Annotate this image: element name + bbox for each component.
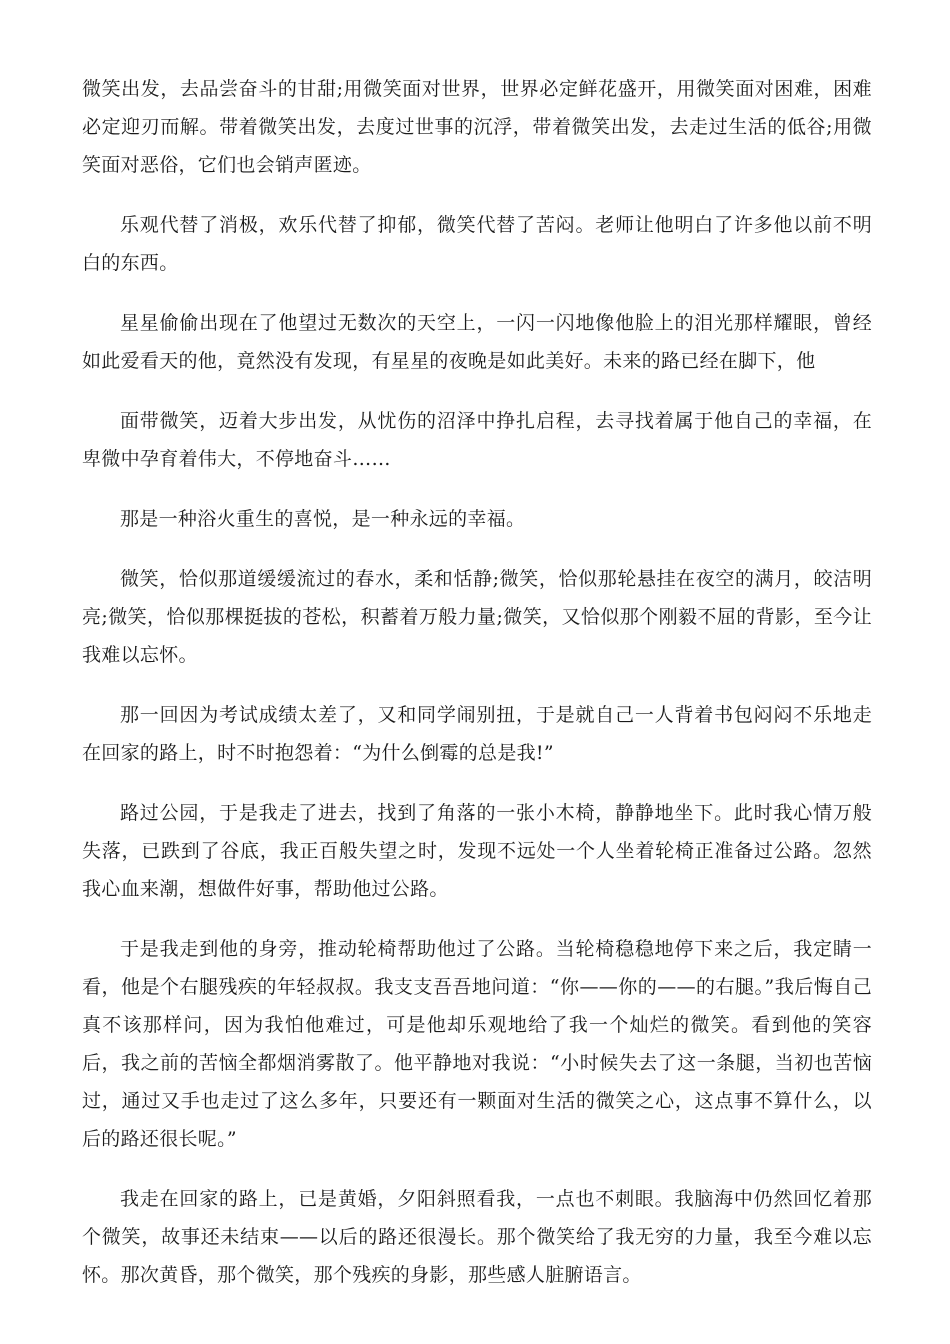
paragraph-4: 面带微笑，迈着大步出发，从忧伤的沼泽中挣扎启程，去寻找着属于他自己的幸福，在卑微中孕育着伟大，不停地奋斗…… — [82, 410, 872, 470]
paragraph-8: 路过公园，于是我走了进去，找到了角落的一张小木椅，静静地坐下。此时我心情万般失落，已跌到了谷底，我正百般失望之时，发现不远处一个人坐着轮椅正准备过公路。忽然我心血来潮，想做件好事，帮助他过公路。 — [82, 802, 872, 900]
paragraph-7: 那一回因为考试成绩太差了，又和同学闹别扭，于是就自己一人背着书包闷闷不乐地走在回家的路上，时不时抱怨着：“为什么倒霉的总是我!” — [82, 704, 872, 764]
paragraph-5: 那是一种浴火重生的喜悦，是一种永远的幸福。 — [120, 508, 526, 530]
paragraph-2: 乐观代替了消极，欢乐代替了抑郁，微笑代替了苦闷。老师让他明白了许多他以前不明白的东西。 — [82, 214, 872, 274]
paragraph-6: 微笑，恰似那道缓缓流过的春水，柔和恬静;微笑，恰似那轮悬挂在夜空的满月，皎洁明亮;微笑，恰似那棵挺拔的苍松，积蓄着万般力量;微笑，又恰似那个刚毅不屈的背影，至今让我难以忘怀。 — [82, 568, 872, 666]
paragraph-3: 星星偷偷出现在了他望过无数次的天空上，一闪一闪地像他脸上的泪光那样耀眼，曾经如此爱看天的他，竟然没有发现，有星星的夜晚是如此美好。未来的路已经在脚下，他 — [82, 312, 872, 372]
paragraph-10: 我走在回家的路上，已是黄婚，夕阳斜照看我，一点也不刺眼。我脑海中仍然回忆着那个微笑，故事还未结束——以后的路还很漫长。那个微笑给了我无穷的力量，我至今难以忘怀。那次黄昏，那个微笑，那个残疾的身影，那些感人脏腑语言。 — [82, 1188, 872, 1286]
document-body — [82, 70, 872, 1316]
paragraph-9: 于是我走到他的身旁，推动轮椅帮助他过了公路。当轮椅稳稳地停下来之后，我定睛一看，他是个右腿残疾的年轻叔叔。我支支吾吾地问道：“你——你的——的右腿。”我后悔自己真不该那样问，因为我怕他难过，可是他却乐观地给了我一个灿烂的微笑。看到他的笑容后，我之前的苦恼全都烟消雾散了。他平静地对我说：“小时候失去了这一条腿，当初也苦恼过，通过又手也走过了这么多年，只要还有一颗面对生活的微笑之心，这点事不算什么，以后的路还很长呢。” — [82, 938, 872, 1150]
paragraph-1: 微笑出发，去品尝奋斗的甘甜;用微笑面对世界，世界必定鲜花盛开，用微笑面对困难，困难必定迎刃而解。带着微笑出发，去度过世事的沉浮，带着微笑出发，去走过生活的低谷;用微笑面对恶俗，它们也会销声匿迹。 — [82, 78, 872, 176]
